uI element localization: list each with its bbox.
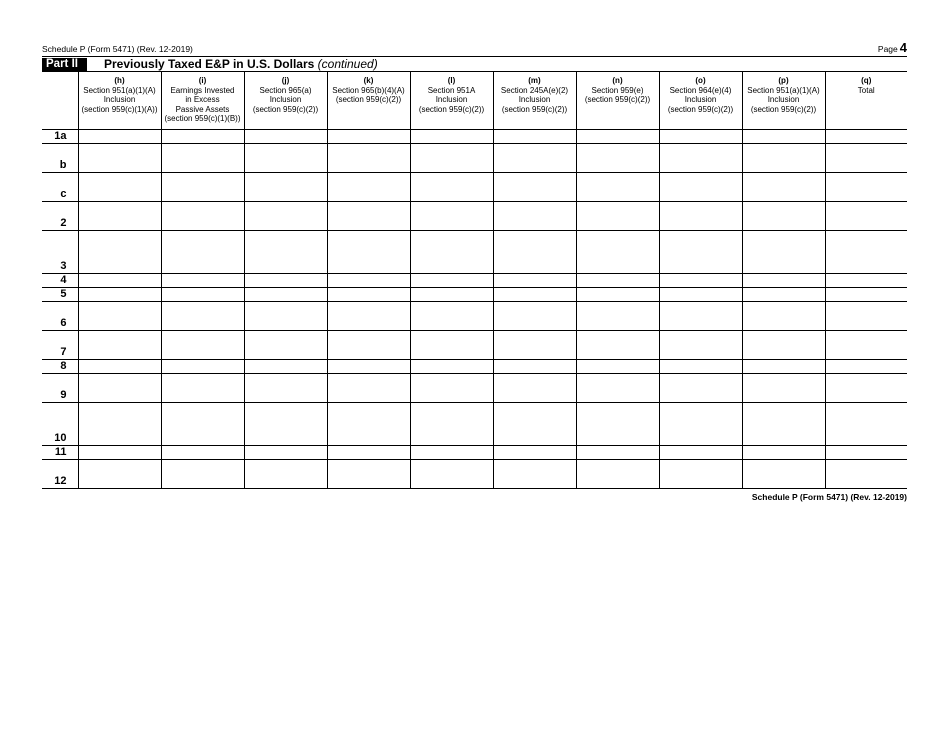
table-row xyxy=(42,274,907,288)
entry-cell[interactable] xyxy=(576,460,659,489)
line-number: 3 xyxy=(42,231,78,274)
column-description: Section 965(b)(4)(A) xyxy=(332,85,405,95)
entry-cell[interactable] xyxy=(410,173,493,202)
entry-cell[interactable] xyxy=(161,274,244,288)
entry-cell[interactable] xyxy=(327,202,410,231)
column-description: Inclusion xyxy=(435,95,468,104)
table-row xyxy=(42,130,907,144)
entry-cell[interactable] xyxy=(410,360,493,374)
entry-cell[interactable] xyxy=(742,274,825,288)
column-description: Section 951(a)(1)(A) xyxy=(747,85,820,95)
entry-cell[interactable] xyxy=(576,374,659,403)
column-description: (section 959(c)(2)) xyxy=(501,104,568,114)
part-title xyxy=(104,57,378,72)
column-description: Inclusion xyxy=(767,95,800,104)
table-row xyxy=(42,360,907,374)
line-number: 2 xyxy=(42,202,78,231)
entry-cell[interactable] xyxy=(161,360,244,374)
entry-cell[interactable] xyxy=(659,130,742,144)
column-letter: (n) xyxy=(612,76,623,85)
entry-cell[interactable] xyxy=(576,302,659,331)
entry-cell[interactable] xyxy=(78,460,161,489)
entry-cell[interactable] xyxy=(244,403,327,446)
entry-cell[interactable] xyxy=(244,274,327,288)
entry-cell[interactable] xyxy=(493,173,576,202)
page-number: 4 xyxy=(899,40,907,55)
entry-cell[interactable] xyxy=(825,130,907,144)
column-description: (section 959(c)(2)) xyxy=(667,104,734,114)
column-description: Total xyxy=(857,85,875,95)
entry-cell[interactable] xyxy=(825,288,907,302)
entry-cell[interactable] xyxy=(327,274,410,288)
entry-cell[interactable] xyxy=(576,446,659,460)
entry-cell[interactable] xyxy=(742,144,825,173)
column-header xyxy=(161,72,244,130)
entry-cell[interactable] xyxy=(161,231,244,274)
entry-cell[interactable] xyxy=(161,302,244,331)
entry-cell[interactable] xyxy=(742,460,825,489)
entry-cell[interactable] xyxy=(244,144,327,173)
entry-cell[interactable] xyxy=(244,446,327,460)
table-row xyxy=(42,460,907,489)
column-description: Section 951(a)(1)(A) xyxy=(83,85,156,95)
column-description: Section 965(a) xyxy=(259,85,312,95)
entry-cell[interactable] xyxy=(410,446,493,460)
entry-cell[interactable] xyxy=(493,231,576,274)
column-letter: (h) xyxy=(114,76,125,85)
entry-cell[interactable] xyxy=(78,144,161,173)
part-title-text: Previously Taxed E&P in U.S. Dollars xyxy=(104,57,315,71)
entry-cell[interactable] xyxy=(78,173,161,202)
entry-cell[interactable] xyxy=(244,460,327,489)
entry-cell[interactable] xyxy=(742,331,825,360)
entry-cell[interactable] xyxy=(493,460,576,489)
entry-cell[interactable] xyxy=(410,331,493,360)
column-letter: (m) xyxy=(528,76,541,85)
page-indicator xyxy=(878,40,907,55)
entry-cell[interactable] xyxy=(244,374,327,403)
column-description: (section 959(c)(2)) xyxy=(584,95,651,104)
column-header xyxy=(742,72,825,130)
line-number: 6 xyxy=(42,302,78,331)
entry-cell[interactable] xyxy=(244,331,327,360)
line-label-header xyxy=(42,72,78,130)
column-description: Inclusion xyxy=(269,95,302,104)
entry-cell[interactable] xyxy=(327,302,410,331)
entry-cell[interactable] xyxy=(659,173,742,202)
entry-cell[interactable] xyxy=(161,202,244,231)
column-description: in Excess xyxy=(185,95,220,104)
entry-cell[interactable] xyxy=(493,446,576,460)
column-header xyxy=(493,72,576,130)
column-description: Section 959(e) xyxy=(591,85,644,95)
entry-cell[interactable] xyxy=(410,274,493,288)
entry-cell[interactable] xyxy=(742,288,825,302)
entry-cell[interactable] xyxy=(244,130,327,144)
entry-cell[interactable] xyxy=(327,460,410,489)
entry-cell[interactable] xyxy=(78,302,161,331)
column-header xyxy=(78,72,161,130)
entry-cell[interactable] xyxy=(742,130,825,144)
column-letter: (i) xyxy=(198,76,207,85)
entry-cell[interactable] xyxy=(825,144,907,173)
column-header xyxy=(576,72,659,130)
table-row xyxy=(42,288,907,302)
entry-cell[interactable] xyxy=(244,173,327,202)
column-description: (section 959(c)(2)) xyxy=(418,104,485,114)
entry-cell[interactable] xyxy=(659,231,742,274)
entry-cell[interactable] xyxy=(493,288,576,302)
column-header xyxy=(825,72,907,130)
entry-cell[interactable] xyxy=(825,202,907,231)
entry-cell[interactable] xyxy=(78,446,161,460)
column-letter: (q) xyxy=(861,76,872,85)
table-row xyxy=(42,403,907,446)
column-letter: (o) xyxy=(695,76,706,85)
column-description: Inclusion xyxy=(103,95,136,104)
entry-cell[interactable] xyxy=(742,403,825,446)
entry-cell[interactable] xyxy=(825,460,907,489)
column-header-row xyxy=(42,72,907,130)
entry-cell[interactable] xyxy=(327,231,410,274)
entry-cell[interactable] xyxy=(576,403,659,446)
entry-cell[interactable] xyxy=(161,288,244,302)
table-row xyxy=(42,144,907,173)
entry-cell[interactable] xyxy=(244,231,327,274)
entry-cell[interactable] xyxy=(742,446,825,460)
column-description: (section 959(c)(2)) xyxy=(335,95,402,104)
entry-cell[interactable] xyxy=(576,173,659,202)
line-number: 9 xyxy=(42,374,78,403)
entry-cell[interactable] xyxy=(410,374,493,403)
entry-cell[interactable] xyxy=(78,231,161,274)
entry-cell[interactable] xyxy=(742,231,825,274)
entry-cell[interactable] xyxy=(576,130,659,144)
column-letter: (l) xyxy=(447,76,456,85)
line-number: 12 xyxy=(42,460,78,489)
entry-cell[interactable] xyxy=(825,274,907,288)
column-description: (section 959(c)(2)) xyxy=(750,104,817,114)
line-number: c xyxy=(42,173,78,202)
entry-cell[interactable] xyxy=(659,144,742,173)
entry-cell[interactable] xyxy=(327,173,410,202)
entry-cell[interactable] xyxy=(742,173,825,202)
entry-cell[interactable] xyxy=(161,460,244,489)
entry-cell[interactable] xyxy=(825,173,907,202)
entry-cell[interactable] xyxy=(410,302,493,331)
entry-cell[interactable] xyxy=(78,374,161,403)
column-description: Inclusion xyxy=(684,95,717,104)
table-row xyxy=(42,446,907,460)
column-header xyxy=(410,72,493,130)
entry-cell[interactable] xyxy=(327,130,410,144)
entry-cell[interactable] xyxy=(659,274,742,288)
pte-table xyxy=(42,71,907,489)
entry-cell[interactable] xyxy=(161,173,244,202)
column-letter: (p) xyxy=(778,76,789,85)
entry-cell[interactable] xyxy=(244,302,327,331)
line-number: 5 xyxy=(42,288,78,302)
entry-cell[interactable] xyxy=(659,374,742,403)
entry-cell[interactable] xyxy=(742,202,825,231)
column-description: Section 245A(e)(2) xyxy=(500,85,569,95)
entry-cell[interactable] xyxy=(410,288,493,302)
entry-cell[interactable] xyxy=(659,202,742,231)
column-description: Section 964(e)(4) xyxy=(669,85,732,95)
entry-cell[interactable] xyxy=(78,403,161,446)
entry-cell[interactable] xyxy=(659,446,742,460)
line-number: 1a xyxy=(42,130,78,144)
column-header xyxy=(327,72,410,130)
entry-cell[interactable] xyxy=(78,130,161,144)
part-title-continued: (continued) xyxy=(317,57,378,71)
entry-cell[interactable] xyxy=(161,446,244,460)
entry-cell[interactable] xyxy=(742,374,825,403)
entry-cell[interactable] xyxy=(410,202,493,231)
entry-cell[interactable] xyxy=(493,331,576,360)
entry-cell[interactable] xyxy=(244,360,327,374)
entry-cell[interactable] xyxy=(825,331,907,360)
entry-cell[interactable] xyxy=(576,144,659,173)
line-number: 8 xyxy=(42,360,78,374)
entry-cell[interactable] xyxy=(327,144,410,173)
line-number: 11 xyxy=(42,446,78,460)
entry-cell[interactable] xyxy=(659,360,742,374)
entry-cell[interactable] xyxy=(493,360,576,374)
entry-cell[interactable] xyxy=(576,331,659,360)
entry-cell[interactable] xyxy=(493,130,576,144)
column-description: (section 959(c)(2)) xyxy=(252,104,319,114)
entry-cell[interactable] xyxy=(78,274,161,288)
entry-cell[interactable] xyxy=(825,231,907,274)
entry-cell[interactable] xyxy=(410,144,493,173)
entry-cell[interactable] xyxy=(410,460,493,489)
entry-cell[interactable] xyxy=(825,360,907,374)
entry-cell[interactable] xyxy=(410,231,493,274)
entry-cell[interactable] xyxy=(825,446,907,460)
entry-cell[interactable] xyxy=(327,374,410,403)
column-description: (section 959(c)(1)(B)) xyxy=(164,114,241,123)
entry-cell[interactable] xyxy=(410,403,493,446)
entry-cell[interactable] xyxy=(78,360,161,374)
entry-cell[interactable] xyxy=(659,288,742,302)
line-number: 10 xyxy=(42,403,78,446)
column-letter: (j) xyxy=(281,76,290,85)
entry-cell[interactable] xyxy=(410,130,493,144)
entry-cell[interactable] xyxy=(161,403,244,446)
entry-cell[interactable] xyxy=(493,302,576,331)
entry-cell[interactable] xyxy=(327,288,410,302)
table-row xyxy=(42,302,907,331)
column-header xyxy=(659,72,742,130)
entry-cell[interactable] xyxy=(493,403,576,446)
entry-cell[interactable] xyxy=(327,360,410,374)
part-badge: Part II xyxy=(42,58,87,71)
entry-cell[interactable] xyxy=(742,360,825,374)
entry-cell[interactable] xyxy=(244,202,327,231)
entry-cell[interactable] xyxy=(161,144,244,173)
table-row xyxy=(42,231,907,274)
column-description: (section 959(c)(1)(A)) xyxy=(81,104,158,114)
entry-cell[interactable] xyxy=(161,331,244,360)
table-row xyxy=(42,173,907,202)
page-label: Page xyxy=(877,44,898,54)
entry-cell[interactable] xyxy=(742,302,825,331)
entry-cell[interactable] xyxy=(78,288,161,302)
entry-cell[interactable] xyxy=(327,331,410,360)
entry-cell[interactable] xyxy=(825,374,907,403)
entry-cell[interactable] xyxy=(493,202,576,231)
column-description: Inclusion xyxy=(518,95,551,104)
column-letter: (k) xyxy=(363,76,374,85)
entry-cell[interactable] xyxy=(493,374,576,403)
column-description: Section 951A xyxy=(427,85,476,95)
line-number: 7 xyxy=(42,331,78,360)
column-description: Passive Assets xyxy=(175,104,230,114)
entry-cell[interactable] xyxy=(161,374,244,403)
entry-cell[interactable] xyxy=(78,331,161,360)
table-row xyxy=(42,374,907,403)
column-header xyxy=(244,72,327,130)
table-row xyxy=(42,331,907,360)
entry-cell[interactable] xyxy=(659,302,742,331)
entry-cell[interactable] xyxy=(161,130,244,144)
entry-cell[interactable] xyxy=(493,274,576,288)
table-row xyxy=(42,202,907,231)
entry-cell[interactable] xyxy=(327,403,410,446)
entry-cell[interactable] xyxy=(825,403,907,446)
entry-cell[interactable] xyxy=(327,446,410,460)
entry-cell[interactable] xyxy=(244,288,327,302)
form-identifier: Schedule P (Form 5471) (Rev. 12-2019) xyxy=(42,44,193,54)
entry-cell[interactable] xyxy=(576,202,659,231)
entry-cell[interactable] xyxy=(659,403,742,446)
entry-cell[interactable] xyxy=(78,202,161,231)
entry-cell[interactable] xyxy=(576,274,659,288)
footer-form-identifier: Schedule P (Form 5471) (Rev. 12-2019) xyxy=(751,492,907,502)
line-number: 4 xyxy=(42,274,78,288)
entry-cell[interactable] xyxy=(576,360,659,374)
entry-cell[interactable] xyxy=(576,288,659,302)
table-body xyxy=(42,130,907,489)
entry-cell[interactable] xyxy=(659,331,742,360)
entry-cell[interactable] xyxy=(576,231,659,274)
column-description: Earnings Invested xyxy=(170,85,235,95)
entry-cell[interactable] xyxy=(493,144,576,173)
line-number: b xyxy=(42,144,78,173)
entry-cell[interactable] xyxy=(659,460,742,489)
entry-cell[interactable] xyxy=(825,302,907,331)
